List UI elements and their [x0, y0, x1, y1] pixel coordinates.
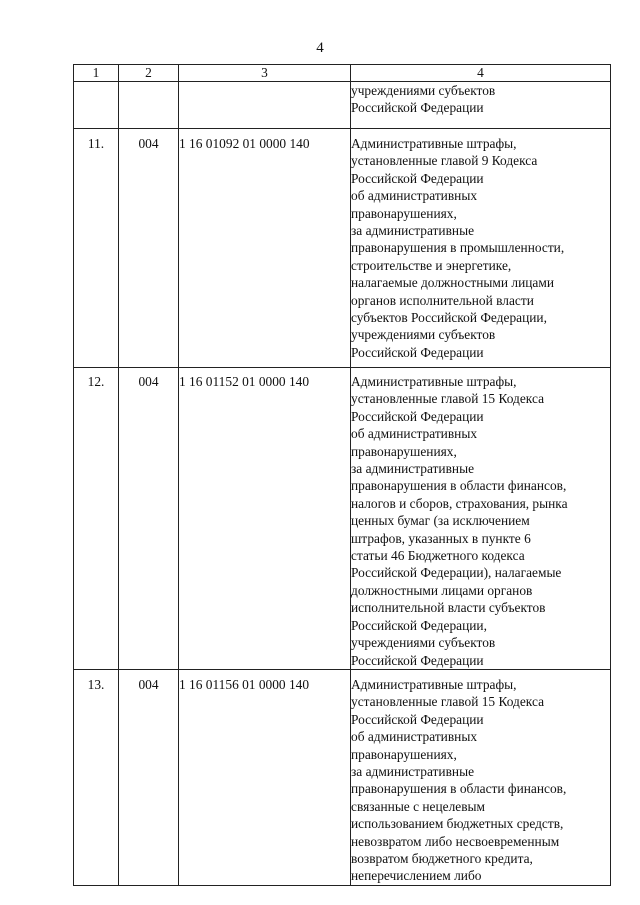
- table-header-row: [74, 65, 611, 82]
- codes-table: [73, 64, 611, 886]
- header-col-4: 4: [351, 65, 611, 82]
- kbk-code: 1 16 01156 01 0000 140: [179, 669, 351, 885]
- revenue-description: Административные штрафы, установленные главой 15 Кодекса Российской Федерации об административных правонарушениях, за административные правонарушения в области финансов, связанные с нецелевым использованием бюджетных средств, невозвратом либо несвоевременным возвратом бюджетного кредита, неперечислением либо: [351, 669, 611, 885]
- continuation-empty-3: [179, 82, 351, 129]
- page-number: 4: [316, 40, 324, 56]
- table-row: [74, 669, 611, 885]
- admin-code: 004: [119, 129, 179, 368]
- continuation-empty-1: [74, 82, 119, 129]
- revenue-description: Административные штрафы, установленные главой 15 Кодекса Российской Федерации об административных правонарушениях, за административные правонарушения в области финансов, налогов и сборов, страхования, рынка ценных бумаг (за исключением штрафов, указанных в пункте 6 статьи 46 Бюджетного кодекса Российской Федерации), налагаемые должностными лицами органов исполнительной власти субъектов Российской Федерации, учреждениями субъектов Российской Федерации: [351, 368, 611, 670]
- header-col-2: 2: [119, 65, 179, 82]
- revenue-description: Административные штрафы, установленные главой 9 Кодекса Российской Федерации об административных правонарушениях, за административные правонарушения в промышленности, строительстве и энергетике, налагаемые должностными лицами органов исполнительной власти субъектов Российской Федерации, учреждениями субъектов Российской Федерации: [351, 129, 611, 368]
- continuation-row: [74, 82, 611, 129]
- continuation-empty-2: [119, 82, 179, 129]
- table-row: [74, 368, 611, 670]
- table-row: [74, 129, 611, 368]
- row-number: 11.: [74, 129, 119, 368]
- continuation-text: учреждениями субъектов Российской Федерации: [351, 82, 611, 129]
- row-number: 12.: [74, 368, 119, 670]
- admin-code: 004: [119, 368, 179, 670]
- admin-code: 004: [119, 669, 179, 885]
- kbk-code: 1 16 01152 01 0000 140: [179, 368, 351, 670]
- header-col-3: 3: [179, 65, 351, 82]
- header-col-1: 1: [74, 65, 119, 82]
- kbk-code: 1 16 01092 01 0000 140: [179, 129, 351, 368]
- row-number: 13.: [74, 669, 119, 885]
